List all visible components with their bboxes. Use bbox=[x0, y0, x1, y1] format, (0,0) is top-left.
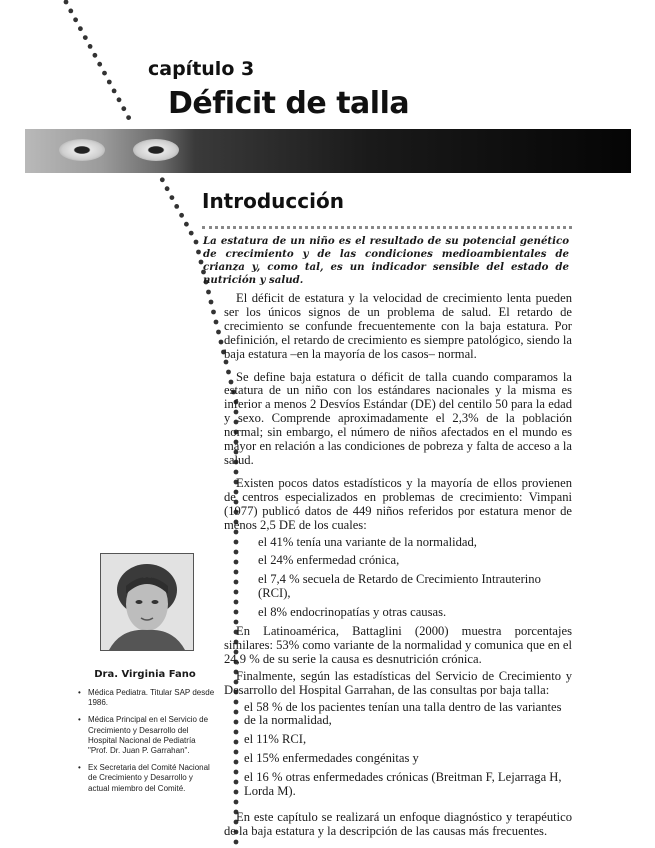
decorative-dot bbox=[121, 106, 126, 111]
list-item: el 8% endocrinopatías y otras causas. bbox=[258, 605, 447, 620]
decorative-dot bbox=[83, 35, 88, 40]
body-paragraph: En este capítulo se realizará un enfoque diagnóstico y terapéutico de la baja estatura y la descripción de las causas más frecuentes. bbox=[224, 810, 572, 838]
decorative-dot bbox=[211, 310, 216, 315]
decorative-dot bbox=[219, 340, 224, 345]
list-item: el 16 % otras enfermedades crónicas (Breitman F, Lejarraga H, Lorda M). bbox=[244, 770, 562, 799]
vimpani-list bbox=[224, 536, 572, 621]
decorative-dot bbox=[179, 213, 184, 218]
decorative-dot bbox=[68, 9, 73, 14]
body-paragraph: Existen pocos datos estadísticos y la mayoría de ellos provienen de centros especializados en problemas de crecimiento: Vimpani (1977) publicó datos de 449 niños referidos por estatura menor de menos 2,5 DE de los cuales: bbox=[224, 475, 572, 532]
decorative-dot bbox=[73, 17, 78, 22]
body-paragraph: Se define baja estatura o déficit de talla cuando comparamos la estatura de un niño con los estándares nacionales y la misma es inferior a menos 2 Desvíos Estándar (DE) del centilo 50 para la edad y sexo. Comprende aproximadamente el 2,3% de la población normal; sin embargo, el número de niños afectados en el mundo es mayor en relación a las condiciones de pobreza y falta de acceso a la salud. bbox=[224, 369, 572, 467]
decorative-dot bbox=[78, 26, 83, 31]
decorative-dot bbox=[216, 330, 221, 335]
list-item: el 7,4 % secuela de Retardo de Crecimiento Intrauterino (RCI), bbox=[258, 572, 541, 601]
decorative-dot bbox=[117, 97, 122, 102]
decorative-dot bbox=[64, 0, 69, 4]
chapter-number: capítulo 3 bbox=[148, 58, 255, 80]
left-eye bbox=[59, 139, 105, 161]
author-credentials bbox=[76, 688, 216, 801]
decorative-dot bbox=[209, 300, 214, 305]
body-paragraph: En Latinoamérica, Battaglini (2000) muestra porcentajes similares: 53% como variante de la normalidad y comunica que en el 24,9 % de su serie la causa es desnutrición crónica. bbox=[224, 624, 572, 666]
credential-item: • Médica Pediatra. Titular SAP desde 1986. bbox=[76, 688, 216, 708]
decorative-dot bbox=[174, 204, 179, 209]
section-dotted-rule bbox=[202, 226, 572, 232]
list-item: el 15% enfermedades congénitas y bbox=[244, 751, 419, 766]
chapter-banner-image bbox=[25, 129, 631, 173]
decorative-dot bbox=[189, 231, 194, 236]
list-item: el 58 % de los pacientes tenían una talla dentro de las variantes de la normalidad, bbox=[244, 699, 562, 728]
decorative-dot bbox=[165, 186, 170, 191]
author-name: Dra. Virginia Fano bbox=[94, 669, 196, 680]
list-item: el 41% tenía una variante de la normalidad, bbox=[258, 534, 477, 549]
list-item: el 24% enfermedad crónica, bbox=[258, 553, 400, 568]
decorative-dot bbox=[112, 89, 117, 94]
author-photo-illustration bbox=[101, 554, 193, 650]
decorative-dot bbox=[214, 320, 219, 325]
decorative-dot bbox=[160, 177, 165, 182]
child-eyes-photo bbox=[25, 129, 195, 173]
decorative-dot bbox=[93, 53, 98, 58]
lead-paragraph: La estatura de un niño es el resultado de su potencial genético de crecimiento y de las condiciones medioambientales de crianza y, como tal, es un indicador sensible del estado de nutrición y salud. bbox=[203, 235, 569, 286]
credential-item: • Ex Secretaria del Comité Nacional de Crecimiento y Desarrollo y actual miembro del Comité. bbox=[76, 763, 216, 794]
list-item: el 11% RCI, bbox=[244, 732, 307, 747]
decorative-dot bbox=[126, 115, 131, 120]
decorative-dot bbox=[102, 71, 107, 76]
decorative-dot bbox=[107, 80, 112, 85]
decorative-dot bbox=[97, 62, 102, 67]
decorative-dot bbox=[170, 195, 175, 200]
chapter-title: Déficit de talla bbox=[168, 86, 410, 121]
credential-item: • Médica Principal en el Servicio de Crecimiento y Desarrollo del Hospital Nacional de Pediatría "Prof. Dr. Juan P. Garrahan". bbox=[76, 715, 216, 756]
decorative-dot bbox=[206, 290, 211, 295]
decorative-dot bbox=[88, 44, 93, 49]
body-paragraph: El déficit de estatura y la velocidad de crecimiento lenta pueden ser los únicos signos de un problema de salud. El retardo de crecimiento se confunde frecuentemente con la baja estatura. Por definición, el retardo de crecimiento es siempre patológico, siendo la baja estatura –en la mayoría de los casos– normal. bbox=[224, 291, 572, 361]
decorative-dot bbox=[194, 240, 199, 245]
decorative-dot bbox=[184, 222, 189, 227]
decorative-dot bbox=[196, 250, 201, 255]
article-body bbox=[224, 292, 572, 848]
section-heading: Introducción bbox=[202, 189, 344, 213]
body-paragraph: Finalmente, según las estadísticas del Servicio de Crecimiento y Desarrollo del Hospital Garrahan, de las consultas por baja talla: bbox=[224, 668, 572, 697]
right-eye bbox=[133, 139, 179, 161]
author-portrait bbox=[100, 553, 194, 651]
garrahan-list bbox=[224, 701, 572, 799]
banner-dark-gradient bbox=[195, 129, 631, 173]
